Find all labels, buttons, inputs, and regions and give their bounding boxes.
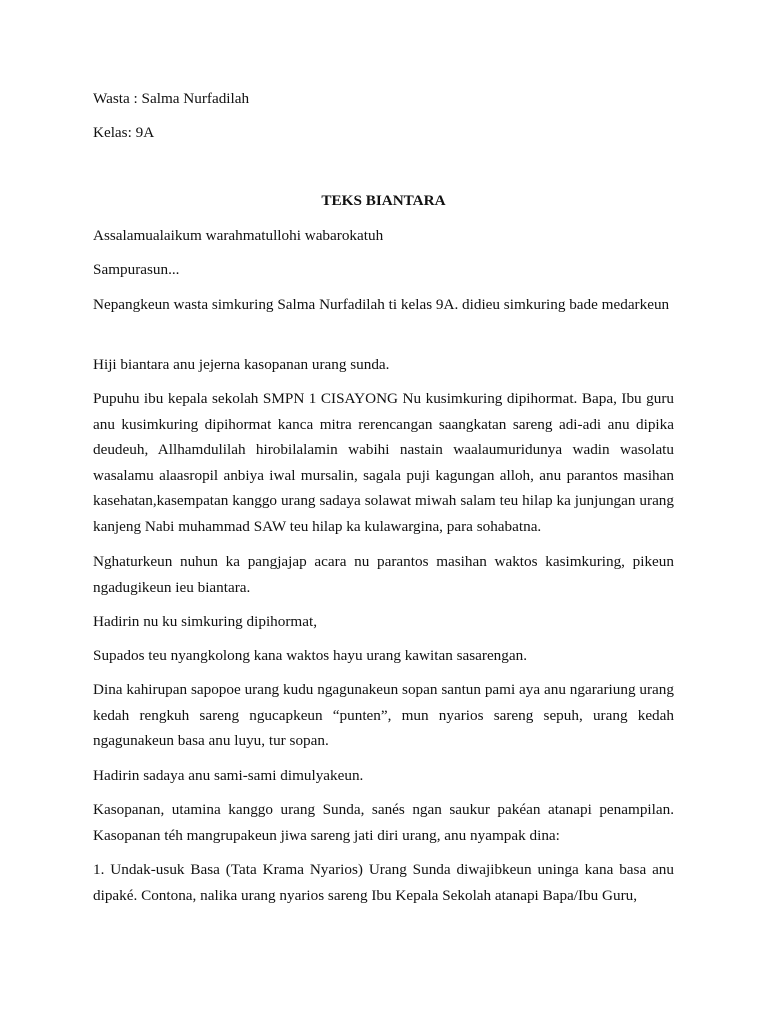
paragraph: 1. Undak-usuk Basa (Tata Krama Nyarios) Urang Sunda diwajibkeun uninga kana basa anu dipaké. Contona, nalika urang nyarios sareng Ibu Kepala Sekolah atanapi Bapa/Ibu Guru, — [93, 861, 674, 904]
paragraph: Kasopanan, utamina kanggo urang Sunda, sanés ngan saukur pakéan atanapi penampilan. Kasopanan téh mangrupakeun jiwa sareng jati diri urang, anu nyampak dina: — [93, 801, 674, 844]
paragraph: Dina kahirupan sapopoe urang kudu ngagunakeun sopan santun pami aya anu ngarariung urang kedah rengkuh sareng ngucapkeun “punten”, mun nyarios sareng sepuh, urang kedah ngagunakeun basa anu luyu, tur sopan. — [93, 681, 674, 749]
paragraph: Hiji biantara anu jejerna kasopanan urang sunda. — [93, 356, 390, 373]
paragraph: Assalamualaikum warahmatullohi wabarokatuh — [93, 227, 384, 244]
paragraph: Hadirin nu ku simkuring dipihormat, — [93, 613, 317, 630]
author-line: Wasta : Salma Nurfadilah — [93, 90, 250, 107]
paragraph: Sampurasun... — [93, 261, 180, 278]
paragraph: Pupuhu ibu kepala sekolah SMPN 1 CISAYONG Nu kusimkuring dipihormat. Bapa, Ibu guru anu kusimkuring dipihormat kanca mitra rerencangan saangkatan sareng adi-adi anu dipika deudeuh, Allhamdulilah hirobilalamin wabihi nastain waalaumuridunya wadin wasolatu wasalamu alaasropil anbiya iwal mursalin, sagala puji kagungan alloh, anu parantos masihan kasehatan,kasempatan kanggo urang sadaya solawat miwah salam teu hilap ka junjungan urang kanjeng Nabi muhammad SAW teu hilap ka kulawargina, para sohabatna. — [93, 390, 674, 535]
paragraph: Nepangkeun wasta simkuring Salma Nurfadilah ti kelas 9A. didieu simkuring bade medarkeun — [93, 296, 670, 313]
paragraph: Nghaturkeun nuhun ka pangjajap acara nu parantos masihan waktos kasimkuring, pikeun ngadugikeun ieu biantara. — [93, 553, 674, 596]
paragraph: Supados teu nyangkolong kana waktos hayu urang kawitan sasarengan. — [93, 647, 528, 664]
paragraph: Hadirin sadaya anu sami-sami dimulyakeun. — [93, 767, 364, 784]
class-line: Kelas: 9A — [93, 124, 155, 141]
document-title: TEKS BIANTARA — [321, 192, 446, 209]
